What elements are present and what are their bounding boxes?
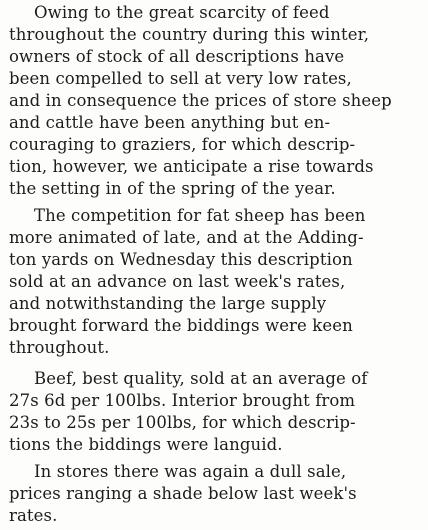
text-line: The competition for fat sheep has been bbox=[34, 206, 366, 225]
text-line: and notwithstanding the large supply bbox=[9, 294, 327, 313]
text-line: In stores there was again a dull sale, bbox=[34, 462, 347, 481]
text-line: the setting in of the spring of the year. bbox=[9, 179, 336, 198]
text-line: and in consequence the prices of store sheep bbox=[9, 91, 392, 110]
text-line: owners of stock of all descriptions have bbox=[9, 47, 345, 66]
text-line: more animated of late, and at the Adding- bbox=[9, 228, 364, 247]
text-line: brought forward the biddings were keen bbox=[9, 316, 353, 335]
text-line: Beef, best quality, sold at an average of bbox=[34, 369, 368, 388]
text-line: tions the biddings were languid. bbox=[9, 435, 283, 454]
text-line: throughout. bbox=[9, 338, 110, 357]
text-line: and cattle have been anything but en- bbox=[9, 113, 331, 132]
text-line: Owing to the great scarcity of feed bbox=[34, 3, 330, 22]
text-line: ton yards on Wednesday this description bbox=[9, 250, 353, 269]
text-line: throughout the country during this winter, bbox=[9, 25, 370, 44]
text-line: 23s to 25s per 100lbs, for which descrip- bbox=[9, 413, 356, 432]
text-line: been compelled to sell at very low rates, bbox=[9, 69, 352, 88]
text-line: tion, however, we anticipate a rise towards bbox=[9, 157, 374, 176]
text-line: 27s 6d per 100lbs. Interior brought from bbox=[9, 391, 356, 410]
text-line: sold at an advance on last week's rates, bbox=[9, 272, 346, 291]
text-line: rates. bbox=[9, 506, 58, 525]
text-line: couraging to graziers, for which descrip- bbox=[9, 135, 356, 154]
text-line: prices ranging a shade below last week's bbox=[9, 484, 357, 503]
